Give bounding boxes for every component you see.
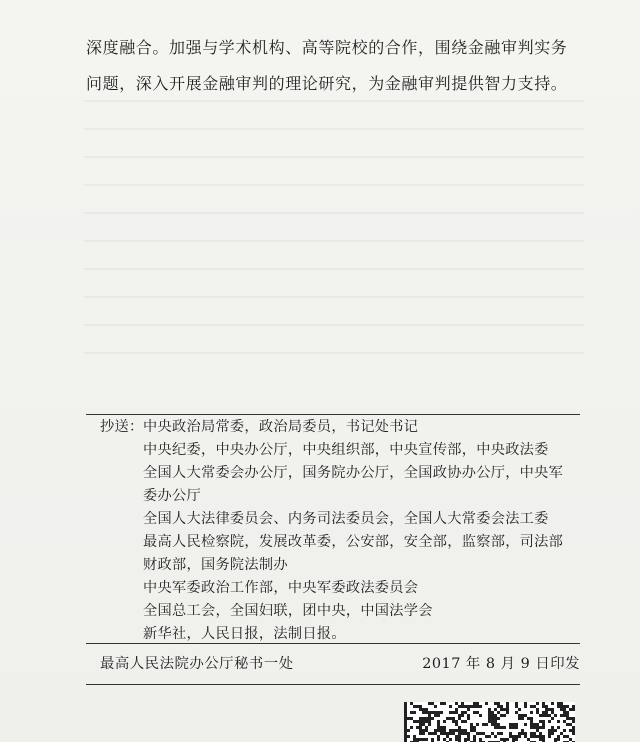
body-line-1: 深度融合。加强与学术机构、高等院校的合作，围绕金融审判实务 — [86, 38, 568, 57]
cc-recipient-line: 最高人民检察院，发展改革委，公安部，安全部，监察部，司法部 — [143, 534, 564, 550]
cc-recipient-line: 全国总工会，全国妇联，团中央，中国法学会 — [143, 603, 433, 619]
body-line-2: 问题，深入开展金融审判的理论研究，为金融审判提供智力支持。 — [86, 74, 568, 93]
body-paragraph — [86, 30, 586, 102]
issue-date: 2017 年 8 月 9 日印发 — [422, 656, 580, 672]
cc-recipient-list — [143, 416, 590, 646]
footer-bottom-rule — [86, 684, 580, 685]
cc-recipient-line: 中央政治局常委，政治局委员，书记处书记 — [143, 419, 419, 435]
cc-recipient-line: 新华社，人民日报，法制日报。 — [143, 626, 346, 642]
qr-code-icon — [404, 702, 575, 742]
cc-section — [100, 416, 590, 646]
issuing-office: 最高人民法院办公厅秘书一处 — [100, 656, 294, 672]
cc-recipient-line: 中央军委政治工作部，中央军委政法委员会 — [143, 580, 419, 596]
footer-top-rule — [86, 643, 580, 644]
cc-recipient-line: 全国人大法律委员会、内务司法委员会，全国人大常委会法工委 — [143, 511, 549, 527]
cc-label: 抄送： — [100, 419, 144, 435]
qr-code-pattern — [407, 702, 575, 742]
cc-recipient-line: 财政部，国务院法制办 — [143, 557, 288, 573]
cc-recipient-line: 委办公厅 — [143, 488, 201, 504]
reverse-side-bleed-through — [84, 100, 584, 400]
cc-recipient-line: 全国人大常委会办公厅，国务院办公厅，全国政协办公厅，中央军 — [143, 465, 564, 481]
cc-recipient-line: 中央纪委，中央办公厅，中央组织部，中央宣传部，中央政法委 — [143, 442, 549, 458]
